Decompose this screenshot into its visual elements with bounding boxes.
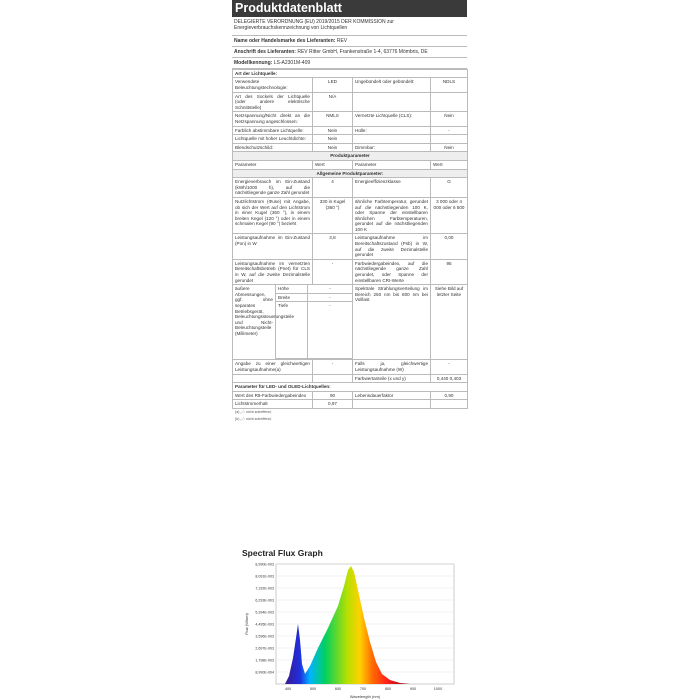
led-params-header: Parameter für LED- und OLED-Lichtquellen:: [233, 383, 468, 392]
general-param-value: 3,8: [313, 234, 353, 259]
general-param-label-2: Leistungsaufnahme im Bereitschaftszustand (Psb) in W, auf die zweite Dezimalstelle gerundet: [353, 234, 431, 259]
model-label: Modellkennung:: [234, 59, 273, 66]
led-param-value-2: 0,90: [431, 391, 468, 400]
y-tick-label: 4,495E-003: [255, 622, 274, 627]
type-param-value-2: -: [431, 126, 468, 135]
type-row: [233, 143, 468, 152]
x-tick-label: 500: [309, 687, 317, 691]
type-param-value: NMLS: [313, 112, 353, 126]
type-header: Art der Lichtquelle:: [233, 69, 468, 78]
x-axis-label: Wavelength (nm): [349, 694, 381, 699]
supplier-address-row: [232, 47, 467, 58]
general-rows: [233, 178, 468, 285]
model-row: [232, 58, 467, 69]
graph-svg: [240, 548, 460, 700]
equivalent-row: [233, 360, 468, 374]
model-value: LS-A2301M-409: [273, 59, 311, 66]
general-param-value: -: [313, 259, 353, 284]
spectral-flux-graph: [240, 548, 460, 700]
y-tick-labels: [255, 563, 274, 675]
x-tick-labels: [285, 687, 442, 691]
general-param-label-2: Energieeffizienzklasse: [353, 178, 431, 198]
y-tick-label: 5,394E-003: [255, 610, 274, 615]
led-row: [233, 391, 468, 400]
general-param-value: 4: [313, 178, 353, 198]
chromaticity-label: Farbwertanteile (x und y): [353, 374, 431, 383]
col-parameter-2: Parameter: [353, 160, 431, 169]
x-tick-label: 600: [334, 687, 342, 691]
spectral-distribution-value: Siehe Bild auf letzter Seite: [431, 285, 468, 360]
general-param-value-2: 3 000 oder 4 000 oder 6 500: [431, 197, 468, 234]
general-param-label: Leistungsaufnahme im vernetzten Bereitschaftsbetrieb (Pnet) für CLS in W, auf die zweite Dezimalstelle gerundet: [233, 259, 313, 284]
y-axis-label: Flux (W/nm): [244, 613, 249, 635]
y-tick-label: 8,091E-003: [255, 574, 274, 579]
led-param-label: Wert des R9-Farbwiedergabeindex: [233, 391, 313, 400]
dimensions-label: äußere Abmessungen, ggf. ohne separates Betriebsgerät, Beleuchtungssteuerungsteile und Nicht-Beleuchtungsteile (Millimeter): [233, 285, 276, 359]
type-param-label-2: Vernetzte Lichtquelle (CLS):: [353, 112, 431, 126]
general-param-label: Energieverbrauch im Ein-Zustand (kWh/1000 h), auf die nächstliegende ganze Zahl gerundet: [233, 178, 313, 198]
led-param-value: 0,97: [313, 400, 353, 409]
general-params-header: Allgemeine Produktparameter:: [233, 169, 468, 178]
type-param-value-2: [431, 92, 468, 112]
equivalent-value: -: [313, 360, 353, 374]
type-row: [233, 135, 468, 144]
type-param-label: Blendschutzschild:: [233, 143, 313, 152]
y-tick-label: 2,697E-003: [255, 646, 274, 651]
col-parameter-1: Parameter: [233, 160, 313, 169]
y-tick-label: 7,192E-003: [255, 586, 274, 591]
y-tick-label: 8,990E-003: [255, 562, 274, 567]
dimensions-row: [233, 285, 468, 360]
led-param-value: 90: [313, 391, 353, 400]
type-param-value: N/A: [313, 92, 353, 112]
type-param-value-2: Nein: [431, 143, 468, 152]
equivalent-label: Angabe zu einer gleichwertigen Leistungsaufnahme(a): [233, 360, 313, 374]
type-param-label: Farblich abstimmbare Lichtquelle:: [233, 126, 313, 135]
general-row: [233, 197, 468, 234]
type-param-label-2: Dimmbar:: [353, 143, 431, 152]
general-param-value-2: G: [431, 178, 468, 198]
x-tick-label: 900: [409, 687, 417, 691]
general-param-value-2: 95: [431, 259, 468, 284]
footnote-a: (a) „-“: nicht zutreffend;: [235, 409, 272, 414]
general-param-label-2: Farbwiedergabeindex, auf die nächstliegende ganze Zahl gerundet, oder Spanne der einstellbaren CRI-Werte: [353, 259, 431, 284]
led-param-label: Lichtstromerhalt: [233, 400, 313, 409]
led-rows: [233, 391, 468, 408]
graph-title: Spectral Flux Graph: [242, 548, 323, 558]
general-param-value: 330 in Kugel (360 °): [313, 197, 353, 234]
y-tick-label: 1,798E-003: [255, 658, 274, 663]
type-param-label-2: Hülle:: [353, 126, 431, 135]
led-param-label-2: [353, 400, 431, 409]
dimension-value: -: [308, 302, 353, 359]
type-row: [233, 92, 468, 112]
type-param-label: Verwendete Beleuchtungstechnologie:: [233, 78, 313, 92]
general-param-label: Nutzlichtstrom (Φuse) mit Angabe, ob sich der Wert auf den Lichtstrom in einer Kugel (360 °), in einem breiten Kegel (120 °) oder in einem schmalen Kegel (90 °) bezieht: [233, 197, 313, 234]
led-param-value-2: [431, 400, 468, 409]
y-tick-label: 6,293E-003: [255, 598, 274, 603]
type-param-value-2: NDLS: [431, 78, 468, 92]
led-param-label-2: Lebensdauerfaktor: [353, 391, 431, 400]
dimensions-table: [233, 285, 352, 359]
type-row: [233, 126, 468, 135]
general-param-value-2: 0,00: [431, 234, 468, 259]
equivalent-power-value: -: [431, 360, 468, 374]
x-tick-label: 1000: [433, 687, 443, 691]
equivalent-power-label: Falls ja, gleichwertige Leistungsaufnahme (W): [353, 360, 431, 374]
general-row: [233, 259, 468, 284]
datasheet-table: [232, 69, 468, 409]
led-row: [233, 400, 468, 409]
supplier-name-value: REV: [336, 37, 348, 44]
dimension-row: [233, 285, 352, 293]
supplier-name-label: Name oder Handelsmarke des Lieferanten:: [234, 37, 336, 44]
type-param-value: Nein: [313, 143, 353, 152]
chromaticity-value: 0,440 0,403: [431, 374, 468, 383]
supplier-address-value: REV Ritter GmbH, Frankenstraße 1-4, 63776 Mömbris, DE: [297, 48, 428, 55]
col-value-2: Wert: [431, 160, 468, 169]
y-tick-label: 3,596E-003: [255, 634, 274, 639]
type-param-label-2: [353, 135, 431, 144]
spectral-distribution-label: Spektrale Strahlungsverteilung im Bereich 250 nm bis 800 nm bei Volllast: [353, 285, 431, 360]
supplier-name-row: [232, 36, 467, 47]
y-tick-label: 8,990E-004: [255, 670, 274, 675]
regulation-text: DELEGIERTE VERORDNUNG (EU) 2019/2015 DER KOMMISSION zur Energieverbrauchskennzeichnung von Lichtquellen: [232, 17, 467, 36]
type-param-value: LED: [313, 78, 353, 92]
type-param-value: Nein: [313, 126, 353, 135]
type-param-label: Art des Sockels der Lichtquelle (oder andere elektrische Schnittstelle): [233, 92, 313, 112]
col-value-1: Wert: [313, 160, 353, 169]
supplier-address-label: Anschrift des Lieferanten:: [234, 48, 296, 55]
chromaticity-row: [233, 374, 468, 383]
x-tick-label: 400: [284, 687, 292, 691]
footnote-b: (b) „-“: nicht zutreffend;: [235, 417, 272, 422]
dimension-value: -: [308, 293, 353, 302]
type-param-label-2: Ungebündelt oder gebündelt:: [353, 78, 431, 92]
product-datasheet: [232, 0, 467, 424]
datasheet-title: Produktdatenblatt: [232, 0, 467, 17]
dimension-rows: [233, 285, 468, 360]
general-param-label: Leistungsaufnahme im Ein-Zustand (Pon) in W: [233, 234, 313, 259]
type-param-value: Nein: [313, 135, 353, 144]
type-param-label: Lichtquelle mit hoher Leuchtdichte:: [233, 135, 313, 144]
dimension-value: -: [308, 285, 353, 293]
x-tick-label: 800: [384, 687, 392, 691]
type-param-label: Netzspannung/Nicht direkt an die Netzspannung angeschlossen:: [233, 112, 313, 126]
general-row: [233, 178, 468, 198]
dimension-name: Breite: [276, 293, 308, 302]
dimension-name: Höhe: [276, 285, 308, 293]
type-row: [233, 112, 468, 126]
dimensions-cell: [233, 285, 353, 360]
general-param-label-2: ähnliche Farbtemperatur, gerundet auf die nächstliegenden 100 K, oder Spanne der einstellbaren ähnlichen Farbtemperaturen, gerundet auf die nächstliegenden 100 K: [353, 197, 431, 234]
type-param-value-2: Nein: [431, 112, 468, 126]
type-rows: [233, 78, 468, 152]
type-row: [233, 78, 468, 92]
type-param-value-2: [431, 135, 468, 144]
general-row: [233, 234, 468, 259]
type-param-label-2: [353, 92, 431, 112]
dimension-name: Tiefe: [276, 302, 308, 359]
product-params-header: Produktparameter: [233, 152, 468, 161]
column-header-row: [233, 160, 468, 169]
x-tick-label: 700: [359, 687, 367, 691]
